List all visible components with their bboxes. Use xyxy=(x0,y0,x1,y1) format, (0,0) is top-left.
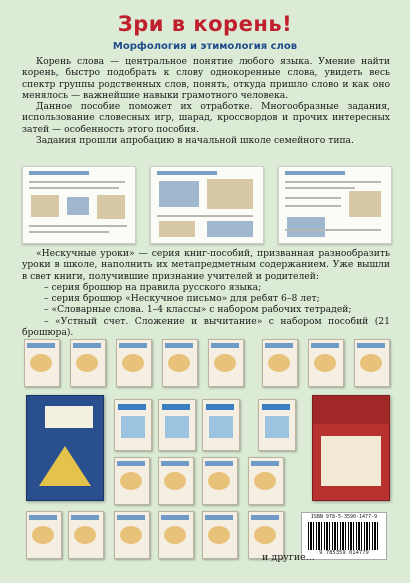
book-cover xyxy=(208,339,244,387)
sample-page-thumbnail xyxy=(22,166,136,244)
book-cover xyxy=(70,339,106,387)
book-cover xyxy=(114,399,152,451)
book-cover xyxy=(68,511,104,559)
book-cover xyxy=(114,457,150,505)
series-list-item: – серия брошюр на правила русского языка; xyxy=(44,281,262,293)
book-cover-dictionary-words xyxy=(312,395,390,501)
book-cover xyxy=(114,511,150,559)
intro-paragraph: Корень слова — центральное понятие любого языка. Умение найти корень, быстро подобрать к слову однокоренные слова, увидеть весь спектр группы родственных слов, понять, откуда пришло слово и как оно менялось — важнейшие навыки грамотного человека. xyxy=(22,56,390,101)
intro-text xyxy=(22,56,390,146)
book-cover xyxy=(158,457,194,505)
page-title: Зри в корень! xyxy=(117,12,293,36)
book-cover xyxy=(248,457,284,505)
book-cover xyxy=(158,511,194,559)
sample-page-thumbnail xyxy=(278,166,392,244)
and-others-text: и другие... xyxy=(262,552,315,563)
intro-paragraph: Данное пособие поможет их отработке. Многообразные задания, использование словесных игр, шарад, кроссвордов и прочих интересных затей — особенность этого пособия. xyxy=(22,101,390,135)
book-cover xyxy=(158,399,196,451)
isbn-digits: 9 785359 014779 xyxy=(319,550,369,556)
book-cover xyxy=(202,399,240,451)
sample-pages xyxy=(22,160,390,242)
book-cover xyxy=(26,511,62,559)
book-cover xyxy=(258,399,296,451)
series-paragraph: «Нескучные уроки» — серия книг-пособий, призванная разнообразить уроки в школе, наполнить их метапредметным содержанием. Уже вышли в свет книги, получившие признание учителей и родителей: xyxy=(22,248,390,282)
book-cover xyxy=(162,339,198,387)
page-subtitle: Морфология и этимология слов xyxy=(112,41,298,52)
book-cover xyxy=(116,339,152,387)
series-list-item: – «Словарные слова. 1–4 классы» с набором рабочих тетрадей; xyxy=(44,304,352,316)
series-list-item: – серия брошюр «Нескучное письмо» для ребят 6–8 лет; xyxy=(44,293,320,305)
book-cover xyxy=(202,457,238,505)
book-cover xyxy=(202,511,238,559)
book-cover xyxy=(24,339,60,387)
series-list-item: – «Устный счет. Сложение и вычитание» с набором пособий (21 брошюра). xyxy=(22,315,390,339)
intro-paragraph: Задания прошли апробацию в начальной школе семейного типа. xyxy=(36,135,354,147)
barcode-bars xyxy=(308,522,380,550)
isbn-label: ISBN 978-5-3590-1477-9 xyxy=(310,514,378,520)
series-text xyxy=(22,248,390,338)
book-cover xyxy=(262,339,298,387)
book-cover-oral-counting xyxy=(26,395,104,501)
book-cover xyxy=(354,339,390,387)
sample-page-thumbnail xyxy=(150,166,264,244)
book-cover xyxy=(308,339,344,387)
